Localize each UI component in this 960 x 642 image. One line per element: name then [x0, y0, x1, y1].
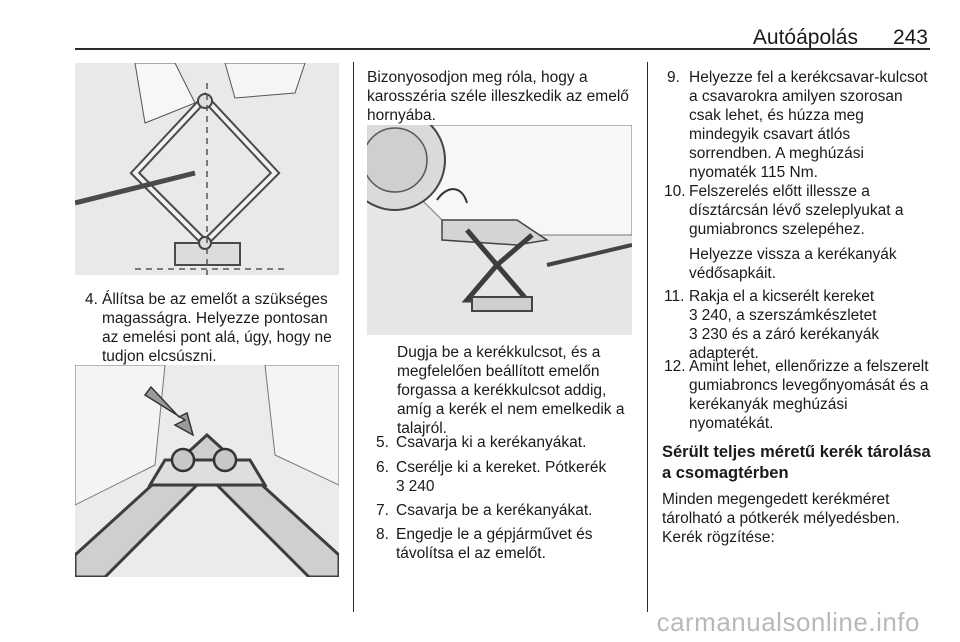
- step-number: 11.: [664, 288, 685, 305]
- step-9: [664, 68, 932, 182]
- step-text: Állítsa be az emelőt a szükséges magasságra. Helyezze pontosan az emelési pont alá, úgy, hogy ne tudjon elcsúszni.: [102, 291, 332, 365]
- page-reference: [689, 306, 932, 325]
- step-number: 4.: [85, 291, 98, 308]
- step-number: 8.: [376, 526, 389, 543]
- step-text: Engedje le a gépjárművet és távolítsa el az emelőt.: [396, 526, 593, 562]
- section-paragraph: Minden megengedett kerékméret tárolható a pótkerék mélyedésben. Kerék rögzítése:: [662, 491, 900, 546]
- step-12: [664, 357, 932, 433]
- header-rule: [75, 48, 930, 50]
- step-text: Csavarja be a kerékanyákat.: [396, 502, 593, 519]
- arrow-ref-icon: 3: [689, 326, 698, 343]
- step-text: Csavarja ki a kerékanyákat.: [396, 434, 587, 451]
- step-text: Rakja el a kicserélt kereket: [689, 288, 875, 305]
- watermark: carmanualsonline.info: [656, 607, 920, 637]
- scissor-jack-drawing: [75, 63, 339, 275]
- section-title: Autóápolás: [752, 26, 858, 49]
- column-divider-1: [353, 62, 354, 612]
- jack-illustration: [75, 63, 339, 275]
- step-number: 10.: [664, 183, 686, 200]
- arrow-ref-icon: 3: [689, 307, 698, 324]
- step-number: 6.: [376, 459, 389, 476]
- step-11: [664, 287, 932, 363]
- step-8: [376, 525, 641, 563]
- jack-head-illustration: [75, 365, 339, 577]
- step-6: [376, 458, 641, 496]
- step-number: 7.: [376, 502, 389, 519]
- step-subtext: Helyezze vissza a kerékanyák védősapkáit.: [689, 246, 897, 282]
- step-text: Felszerelés előtt illessze a dísztárcsán lévő szeleplyukat a gumiabroncs szelepéhez.: [689, 183, 904, 238]
- step-4: [85, 290, 345, 366]
- col2-after-image-text: Dugja be a kerékkulcsot, és a megfelelően beállított emelőn forgassa a kerékkulcsot addig, amíg a kerék el nem emelkedik a talajról.: [397, 344, 625, 437]
- section-heading: Sérült teljes méretű kerék tárolása a csomagtérben: [662, 443, 931, 482]
- page-number: 243: [892, 26, 928, 49]
- step-number: 12.: [664, 358, 686, 375]
- col2-intro: Bizonyosodjon meg róla, hogy a karosszéria széle illeszkedik az emelő hornyába.: [367, 69, 629, 124]
- step-text: Helyezze fel a kerékcsavar-kulcsot a csavarokra amilyen szorosan csak lehet, és húzza meg mindegyik csavart átlós sorrendben. A meghúzási nyomaték 115 Nm.: [689, 69, 928, 181]
- page-reference-text: 240, a szerszámkészletet: [701, 307, 877, 324]
- page-reference: [396, 477, 641, 496]
- page-reference: [689, 325, 932, 344]
- step-text: Amint lehet, ellenőrizze a felszerelt gumiabroncs levegőnyomását és a kerékanyák meghúzási nyomatékát.: [689, 358, 929, 432]
- arrow-ref-icon: 3: [396, 478, 405, 495]
- page-reference-number: 240: [408, 478, 435, 495]
- jack-placement-illustration: [367, 125, 632, 335]
- jack-head-drawing: [75, 365, 339, 577]
- step-10: [664, 182, 932, 283]
- column-divider-2: [647, 62, 648, 612]
- step-text: Cserélje ki a kereket. Pótkerék: [396, 459, 607, 476]
- step-5: [376, 433, 641, 452]
- step-7: [376, 501, 641, 520]
- page-reference-text: 230 és a záró kerékanyák: [701, 326, 880, 343]
- jack-placement-drawing: [367, 125, 632, 335]
- step-number: 5.: [376, 434, 389, 451]
- step-number: 9.: [667, 69, 680, 86]
- step-text: adapterét.: [689, 345, 759, 362]
